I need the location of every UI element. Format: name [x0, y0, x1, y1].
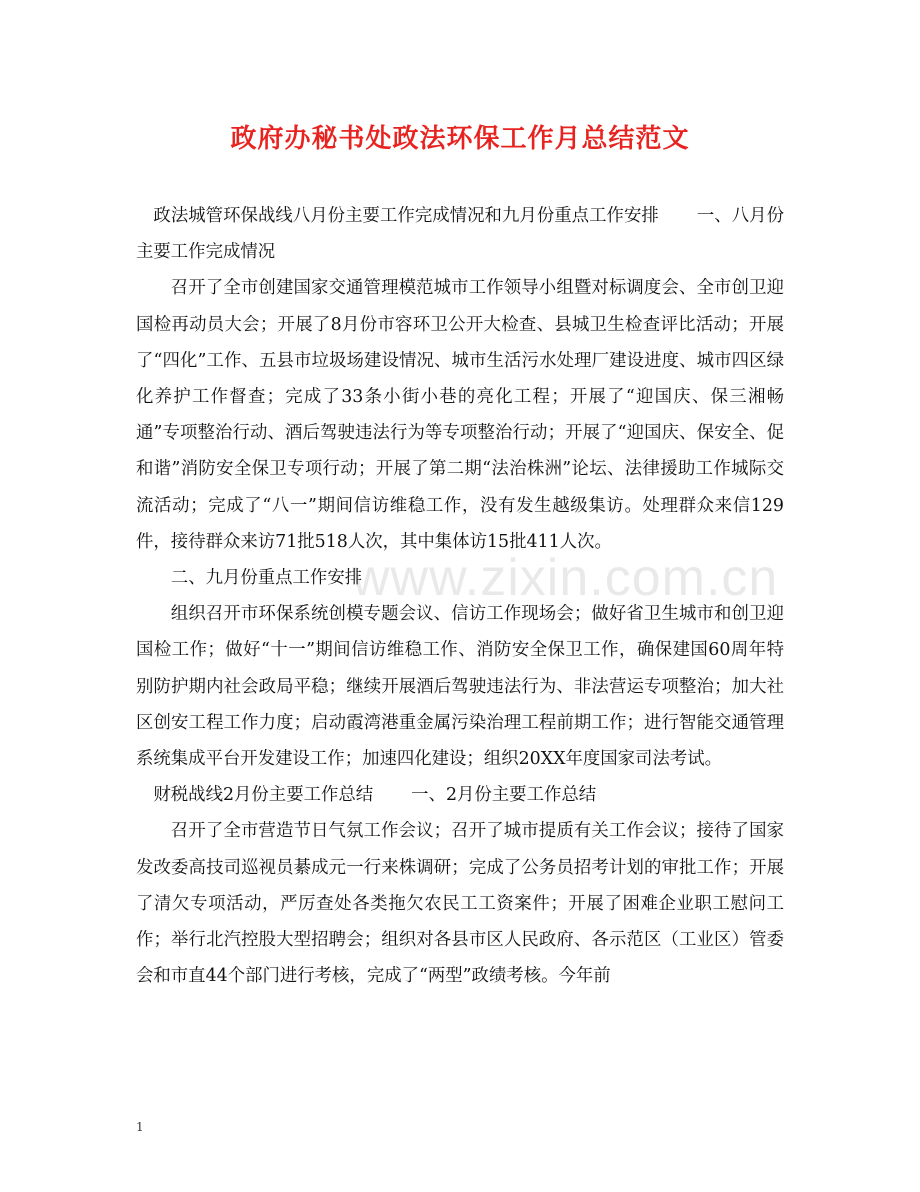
document-title: 政府办秘书处政法环保工作月总结范文 — [230, 124, 690, 154]
section-title: 财税战线2月份主要工作总结 — [153, 785, 374, 806]
paragraph: 召开了全市创建国家交通管理模范城市工作领导小组暨对标调度会、全市创卫迎国检再动员大会；开展了8月份市容环卫公开大检查、县城卫生检查评比活动；开展了“四化”工作、五县市垃圾场建设情况、城市生活污水处理厂建设进度、城市四区绿化养护工作督查；完成了33条小街小巷的亮化工程；开展了“迎国庆、保三湘畅通”专项整治行动、酒后驾驶违法行为等专项整治行动；开展了“迎国庆、保安全、促和谐”消防安全保卫专项行动；开展了第二期“法治株洲”论坛、法律援助工作城际交流活动；完成了“八一”期间信访维稳工作，没有发生越级集访。处理群众来信129件，接待群众来访71批518人次，其中集体访15批411人次。 — [136, 278, 784, 552]
document-body — [136, 198, 784, 994]
page-number: 1 — [136, 1120, 144, 1134]
section-subtitle: 一、2月份主要工作总结 — [411, 785, 597, 806]
section-title: 政法城管环保战线八月份主要工作完成情况和九月份重点工作安排 — [153, 206, 659, 226]
watermark: www.zixin.com.cn — [352, 549, 779, 607]
paragraph: 召开了全市营造节日气氛工作会议；召开了城市提质有关工作会议；接待了国家发改委高技司巡视员綦成元一行来株调研；完成了公务员招考计划的审批工作；开展了清欠专项活动，严厉查处各类拖欠农民工工资案件；开展了困难企业职工慰问工作；举行北汽控股大型招聘会；组织对各县市区人民政府、各示范区（工业区）管委会和市直44个部门进行考核，完成了“两型”政绩考核。今年前 — [136, 821, 784, 987]
sub-heading: 二、九月份重点工作安排 — [170, 568, 363, 589]
section-heading-2 — [136, 777, 784, 813]
paragraph: 组织召开市环保系统创模专题会议、信访工作现场会；做好省卫生城市和创卫迎国检工作；做好“十一”期间信访维稳工作、消防安全保卫工作，确保建国60周年特别防护期内社会政局平稳；继续开展酒后驾驶违法行为、非法营运专项整治；加大社区创安工程工作力度；启动霞湾港重金属污染治理工程前期工作；进行智能交通管理系统集成平台开发建设工作；加速四化建设；组织20XX年度国家司法考试。 — [136, 604, 784, 770]
section-heading-1 — [136, 198, 784, 270]
section-subtitle: 一、八月份主要工作完成情况 — [136, 206, 784, 263]
